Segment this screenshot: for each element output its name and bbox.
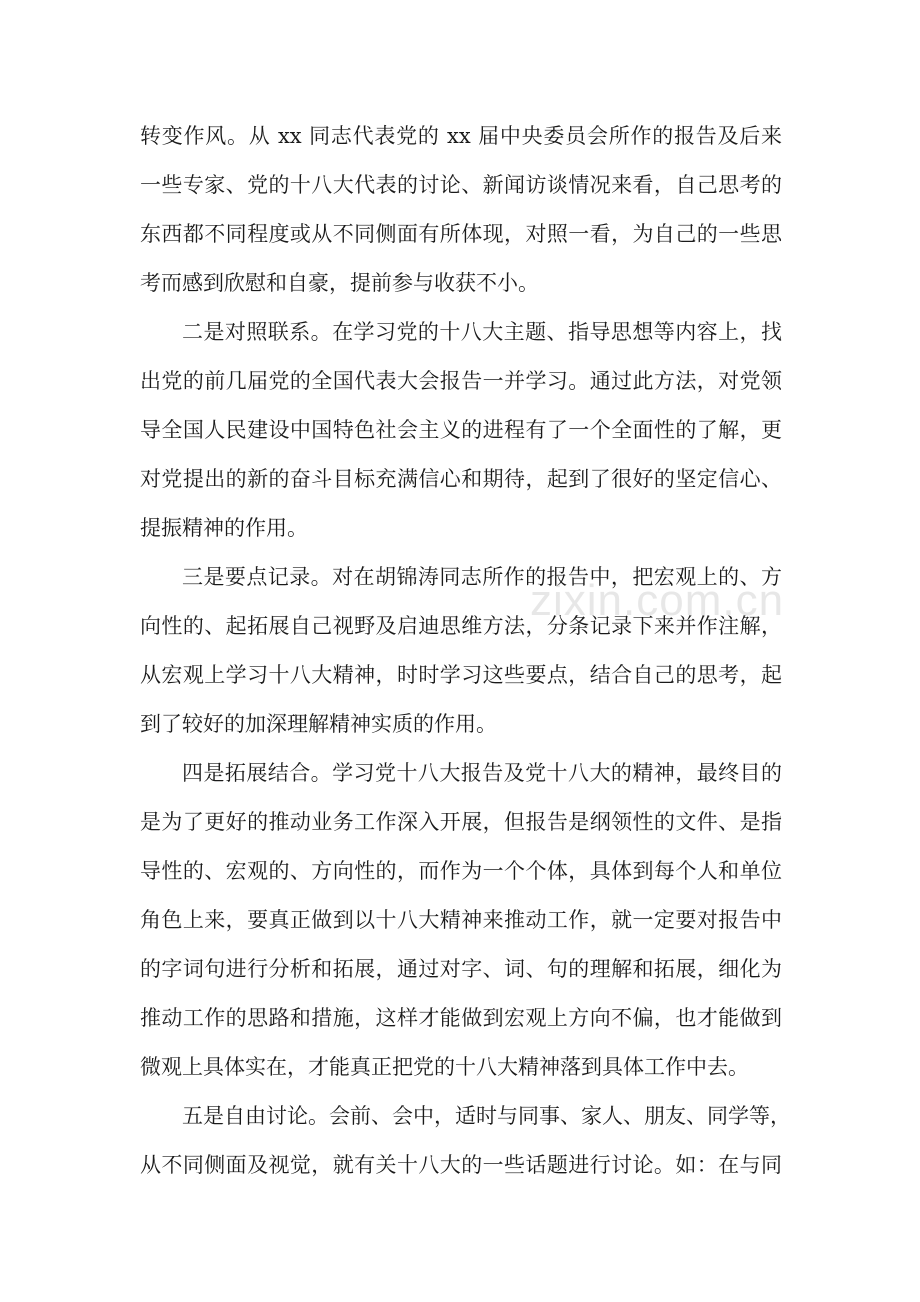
- paragraph: [140, 112, 782, 308]
- text-line: 向性的、起拓展自己视野及启迪思维方法，分条记录下来并作注解，: [140, 614, 782, 638]
- paragraph: [140, 749, 782, 1092]
- text-line: 到了较好的加深理解精神实质的作用。: [140, 712, 497, 736]
- text-line: 考而感到欣慰和自豪，提前参与收获不小。: [140, 271, 539, 295]
- text-line: 出党的前几届党的全国代表大会报告一并学习。通过此方法，对党领: [140, 369, 782, 393]
- text-line: 推动工作的思路和措施，这样才能做到宏观上方向不偏，也才能做到: [140, 1006, 782, 1030]
- text-line: 转变作风。从 xx 同志代表党的 xx 届中央委员会所作的报告及后来: [140, 124, 782, 148]
- text-line: 五是自由讨论。会前、会中，适时与同事、家人、朋友、同学等，: [182, 1104, 791, 1128]
- text-line: 的字词句进行分析和拓展，通过对字、词、句的理解和拓展，细化为: [140, 957, 782, 981]
- text-line: 从不同侧面及视觉，就有关十八大的一些话题进行讨论。如：在与同: [140, 1153, 782, 1177]
- paragraph: [140, 553, 785, 749]
- text-line: 四是拓展结合。学习党十八大报告及党十八大的精神，最终目的: [182, 761, 782, 785]
- text-line: 导全国人民建设中国特色社会主义的进程有了一个全面性的了解，更: [140, 418, 782, 442]
- text-line: 提振精神的作用。: [140, 516, 308, 540]
- text-line: 从宏观上学习十八大精神，时时学习这些要点，结合自己的思考，起: [140, 663, 782, 687]
- watermark: zixin.com.cn: [530, 576, 785, 625]
- document-body: [140, 112, 791, 1190]
- text-line: 是为了更好的推动业务工作深入开展，但报告是纲领性的文件、是指: [140, 810, 782, 834]
- paragraph: [140, 1092, 791, 1190]
- paragraph: [140, 308, 782, 553]
- text-line: 角色上来，要真正做到以十八大精神来推动工作，就一定要对报告中: [140, 908, 782, 932]
- text-line: 微观上具体实在，才能真正把党的十八大精神落到具体工作中去。: [140, 1055, 749, 1079]
- text-line: 东西都不同程度或从不同侧面有所体现，对照一看，为自己的一些思: [140, 222, 782, 246]
- text-line: 导性的、宏观的、方向性的，而作为一个个体，具体到每个人和单位: [140, 859, 782, 883]
- text-line: 一些专家、党的十八大代表的讨论、新闻访谈情况来看，自己思考的: [140, 173, 782, 197]
- text-line: 对党提出的新的奋斗目标充满信心和期待，起到了很好的坚定信心、: [140, 467, 782, 491]
- text-line: 二是对照联系。在学习党的十八大主题、指导思想等内容上，找: [182, 320, 782, 344]
- text-line: 三是要点记录。对在胡锦涛同志所作的报告中，把宏观上的、方: [182, 565, 782, 589]
